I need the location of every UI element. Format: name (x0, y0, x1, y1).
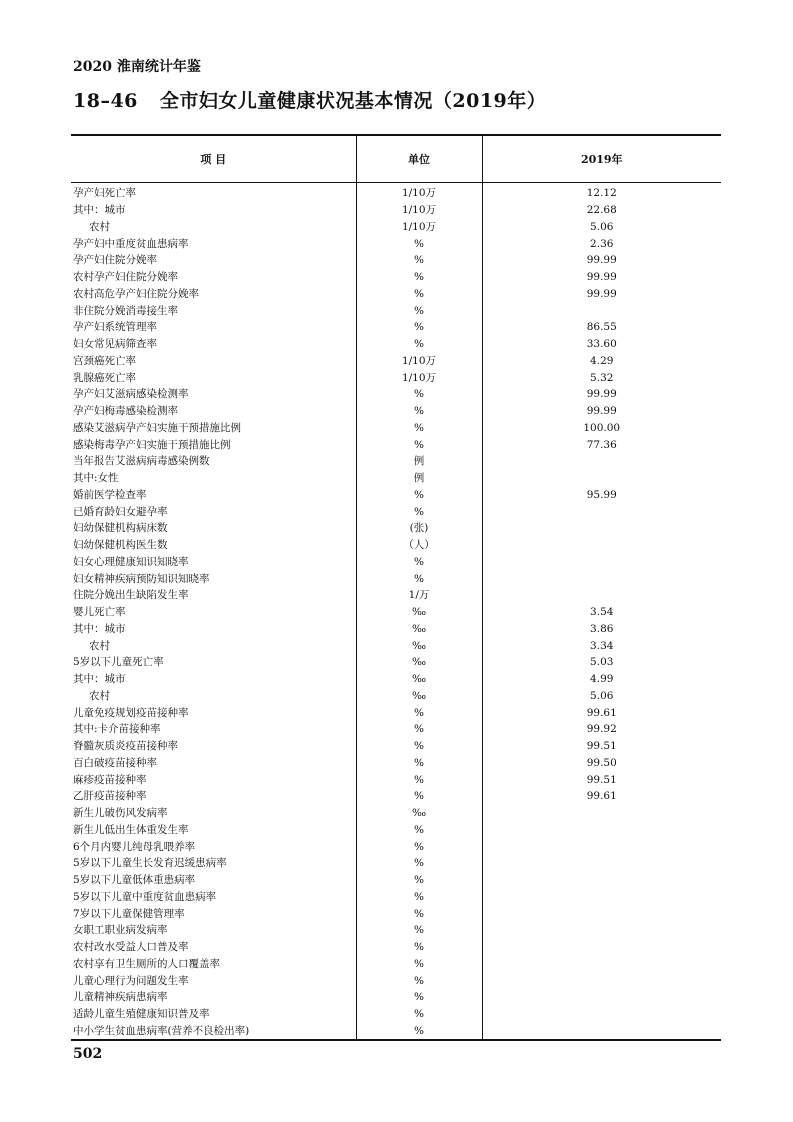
row-unit: 1/10万 (356, 183, 482, 202)
row-value: 5.06 (482, 688, 721, 705)
row-item: 孕产妇艾滋病感染检测率 (73, 388, 189, 401)
table-row (71, 604, 721, 621)
row-value: 3.86 (482, 621, 721, 638)
row-value: 99.61 (482, 704, 721, 721)
row-value (482, 1023, 721, 1041)
row-item: 孕产妇中重度贫血患病率 (73, 237, 189, 250)
row-unit: % (356, 403, 482, 420)
row-item: 儿童心理行为问题发生率 (73, 974, 189, 987)
header-item: 项 目 (71, 135, 356, 183)
row-item: 农村高危孕产妇住院分娩率 (73, 287, 199, 300)
row-unit: ‰ (356, 637, 482, 654)
row-value (482, 838, 721, 855)
row-unit: % (356, 704, 482, 721)
row-item: 其中：城市 (73, 673, 126, 686)
row-item: 5岁以下儿童中重度贫血患病率 (73, 890, 217, 903)
row-item: 乳腺癌死亡率 (73, 371, 136, 384)
row-unit: ‰ (356, 604, 482, 621)
row-unit: 1/10万 (356, 219, 482, 236)
table-row (71, 353, 721, 370)
table-row (71, 453, 721, 470)
row-unit: % (356, 1006, 482, 1023)
table-row (71, 621, 721, 638)
row-unit: % (356, 905, 482, 922)
row-item: 孕产妇住院分娩率 (73, 254, 157, 267)
row-value: 12.12 (482, 183, 721, 202)
row-value: 2.36 (482, 235, 721, 252)
row-item: 农村 (89, 639, 110, 652)
table-row (71, 972, 721, 989)
row-unit: % (356, 889, 482, 906)
row-value (482, 855, 721, 872)
row-unit: % (356, 738, 482, 755)
row-item: 妇女常见病筛查率 (73, 338, 157, 351)
row-value (482, 872, 721, 889)
statistics-table-container (71, 134, 721, 1041)
row-item: 感染梅毒孕产妇实施干预措施比例 (73, 438, 231, 451)
row-item: 7岁以下儿童保健管理率 (73, 907, 185, 920)
row-unit: % (356, 721, 482, 738)
table-row (71, 755, 721, 772)
table-row (71, 704, 721, 721)
row-item: 婴儿死亡率 (73, 606, 126, 619)
row-unit: % (356, 420, 482, 437)
row-unit: % (356, 252, 482, 269)
row-unit: 1/10万 (356, 369, 482, 386)
row-item: 麻疹疫苗接种率 (73, 773, 147, 786)
row-value (482, 570, 721, 587)
table-row (71, 319, 721, 336)
row-item: 其中：城市 (73, 622, 126, 635)
row-value: 5.03 (482, 654, 721, 671)
row-value (482, 520, 721, 537)
row-value (482, 537, 721, 554)
row-item: 妇女精神疾病预防知识知晓率 (73, 572, 210, 585)
row-value (482, 1006, 721, 1023)
row-unit: ‰ (356, 621, 482, 638)
table-row (71, 637, 721, 654)
row-unit: （人） (356, 537, 482, 554)
statistics-table (71, 134, 721, 1041)
row-item: 百白破疫苗接种率 (73, 756, 157, 769)
row-value: 5.32 (482, 369, 721, 386)
table-row (71, 386, 721, 403)
row-unit: % (356, 554, 482, 571)
row-value: 77.36 (482, 436, 721, 453)
row-value (482, 922, 721, 939)
row-item: 儿童免疫规划疫苗接种率 (73, 706, 189, 719)
row-unit: % (356, 822, 482, 839)
table-row (71, 939, 721, 956)
row-unit: % (356, 771, 482, 788)
row-value: 99.99 (482, 403, 721, 420)
row-item: 农村 (89, 220, 110, 233)
row-item: 6个月内婴儿纯母乳喂养率 (73, 840, 196, 853)
table-row (71, 872, 721, 889)
row-item: 感染艾滋病孕产妇实施干预措施比例 (73, 421, 241, 434)
row-value (482, 889, 721, 906)
row-unit: % (356, 1023, 482, 1041)
row-item: 乙肝疫苗接种率 (73, 790, 147, 803)
row-unit: % (356, 922, 482, 939)
row-item: 农村 (89, 689, 110, 702)
row-unit: % (356, 972, 482, 989)
table-row (71, 922, 721, 939)
row-unit: % (356, 989, 482, 1006)
row-unit: ‰ (356, 805, 482, 822)
row-value: 99.99 (482, 269, 721, 286)
row-value (482, 453, 721, 470)
row-value (482, 470, 721, 487)
row-unit: % (356, 570, 482, 587)
row-item: 新生儿低出生体重发生率 (73, 823, 189, 836)
table-row (71, 302, 721, 319)
table-row (71, 503, 721, 520)
row-item: 孕产妇死亡率 (73, 187, 136, 200)
row-item: 妇幼保健机构病床数 (73, 522, 168, 535)
table-row (71, 889, 721, 906)
row-item: 已婚育龄妇女避孕率 (73, 505, 168, 518)
row-item: 适龄儿童生殖健康知识普及率 (73, 1008, 210, 1021)
row-unit: % (356, 336, 482, 353)
row-item: 农村孕产妇住院分娩率 (73, 271, 178, 284)
table-row (71, 688, 721, 705)
table-row (71, 252, 721, 269)
table-row (71, 671, 721, 688)
row-item: 其中:卡介苗接种率 (73, 723, 161, 736)
row-item: 其中：城市 (73, 204, 126, 217)
row-item: 妇幼保健机构医生数 (73, 539, 168, 552)
row-item: 住院分娩出生缺陷发生率 (73, 589, 189, 602)
table-row (71, 202, 721, 219)
row-value: 22.68 (482, 202, 721, 219)
row-value: 99.61 (482, 788, 721, 805)
row-unit: % (356, 939, 482, 956)
table-row (71, 738, 721, 755)
row-unit: (张) (356, 520, 482, 537)
table-row (71, 336, 721, 353)
row-unit: % (356, 319, 482, 336)
row-value (482, 989, 721, 1006)
table-row (71, 235, 721, 252)
row-value: 4.99 (482, 671, 721, 688)
table-row (71, 822, 721, 839)
table-row (71, 771, 721, 788)
row-value (482, 939, 721, 956)
table-title-text: 全市妇女儿童健康状况基本情况（2019年） (159, 90, 547, 112)
row-unit: % (356, 872, 482, 889)
table-row (71, 420, 721, 437)
row-value: 99.99 (482, 386, 721, 403)
row-value: 33.60 (482, 336, 721, 353)
row-item: 宫颈癌死亡率 (73, 354, 136, 367)
table-row (71, 654, 721, 671)
row-unit: % (356, 755, 482, 772)
row-value: 3.54 (482, 604, 721, 621)
row-item: 当年报告艾滋病病毒感染例数 (73, 455, 210, 468)
table-row (71, 587, 721, 604)
row-value: 95.99 (482, 487, 721, 504)
row-value: 100.00 (482, 420, 721, 437)
table-row (71, 805, 721, 822)
row-item: 女职工职业病发病率 (73, 924, 168, 937)
table-row (71, 956, 721, 973)
row-item: 农村改水受益人口普及率 (73, 941, 189, 954)
header-unit: 单位 (356, 135, 482, 183)
row-unit: % (356, 235, 482, 252)
table-row (71, 570, 721, 587)
row-unit: 1/万 (356, 587, 482, 604)
row-value: 99.50 (482, 755, 721, 772)
table-row (71, 554, 721, 571)
row-item: 孕产妇梅毒感染检测率 (73, 405, 178, 418)
row-item: 妇女心理健康知识知晓率 (73, 555, 189, 568)
row-value: 99.51 (482, 738, 721, 755)
table-row (71, 436, 721, 453)
row-item: 孕产妇系统管理率 (73, 321, 157, 334)
table-row (71, 905, 721, 922)
table-number: 18–46 (73, 90, 138, 112)
table-row (71, 487, 721, 504)
row-item: 非住院分娩消毒接生率 (73, 304, 178, 317)
row-value (482, 905, 721, 922)
row-value: 3.34 (482, 637, 721, 654)
row-unit: % (356, 302, 482, 319)
row-unit: % (356, 487, 482, 504)
row-value (482, 302, 721, 319)
row-value (482, 972, 721, 989)
row-item: 农村享有卫生厕所的人口覆盖率 (73, 957, 220, 970)
row-value: 4.29 (482, 353, 721, 370)
row-item: 儿童精神疾病患病率 (73, 991, 168, 1004)
table-row (71, 1023, 721, 1041)
row-item: 脊髓灰质炎疫苗接种率 (73, 740, 178, 753)
row-value: 99.99 (482, 252, 721, 269)
table-row (71, 470, 721, 487)
row-value: 99.92 (482, 721, 721, 738)
row-item: 5岁以下儿童生长发育迟缓患病率 (73, 857, 227, 870)
row-unit: 1/10万 (356, 353, 482, 370)
row-unit: % (356, 956, 482, 973)
row-value: 99.51 (482, 771, 721, 788)
row-value: 99.99 (482, 286, 721, 303)
table-row (71, 989, 721, 1006)
row-value (482, 503, 721, 520)
row-value: 5.06 (482, 219, 721, 236)
row-unit: % (356, 855, 482, 872)
row-value (482, 956, 721, 973)
table-row (71, 520, 721, 537)
table-header-row (71, 135, 721, 183)
row-unit: % (356, 838, 482, 855)
table-row (71, 838, 721, 855)
table-row (71, 855, 721, 872)
row-item: 其中:女性 (73, 472, 119, 485)
table-row (71, 721, 721, 738)
row-unit: ‰ (356, 671, 482, 688)
table-body (71, 183, 721, 1041)
row-unit: % (356, 269, 482, 286)
table-row (71, 369, 721, 386)
row-unit: ‰ (356, 688, 482, 705)
table-row (71, 788, 721, 805)
row-unit: 1/10万 (356, 202, 482, 219)
table-row (71, 286, 721, 303)
row-unit: ‰ (356, 654, 482, 671)
row-item: 新生儿破伤风发病率 (73, 807, 168, 820)
page-number: 502 (73, 1046, 103, 1062)
table-row (71, 403, 721, 420)
row-unit: 例 (356, 453, 482, 470)
page-title (73, 86, 546, 113)
row-unit: 例 (356, 470, 482, 487)
row-unit: % (356, 436, 482, 453)
row-item: 中小学生贫血患病率(营养不良检出率) (71, 1023, 356, 1041)
row-value (482, 554, 721, 571)
row-unit: % (356, 503, 482, 520)
row-unit: % (356, 788, 482, 805)
running-head: 2020 淮南统计年鉴 (73, 59, 201, 75)
row-unit: % (356, 286, 482, 303)
table-row (71, 219, 721, 236)
row-item: 5岁以下儿童低体重患病率 (73, 874, 196, 887)
table-row (71, 183, 721, 202)
row-value: 86.55 (482, 319, 721, 336)
header-year: 2019年 (482, 135, 721, 183)
row-item: 婚前医学检查率 (73, 488, 147, 501)
row-value (482, 822, 721, 839)
table-row (71, 269, 721, 286)
row-item: 5岁以下儿童死亡率 (73, 656, 164, 669)
row-value (482, 587, 721, 604)
row-value (482, 805, 721, 822)
table-row (71, 1006, 721, 1023)
table-row (71, 537, 721, 554)
row-unit: % (356, 386, 482, 403)
